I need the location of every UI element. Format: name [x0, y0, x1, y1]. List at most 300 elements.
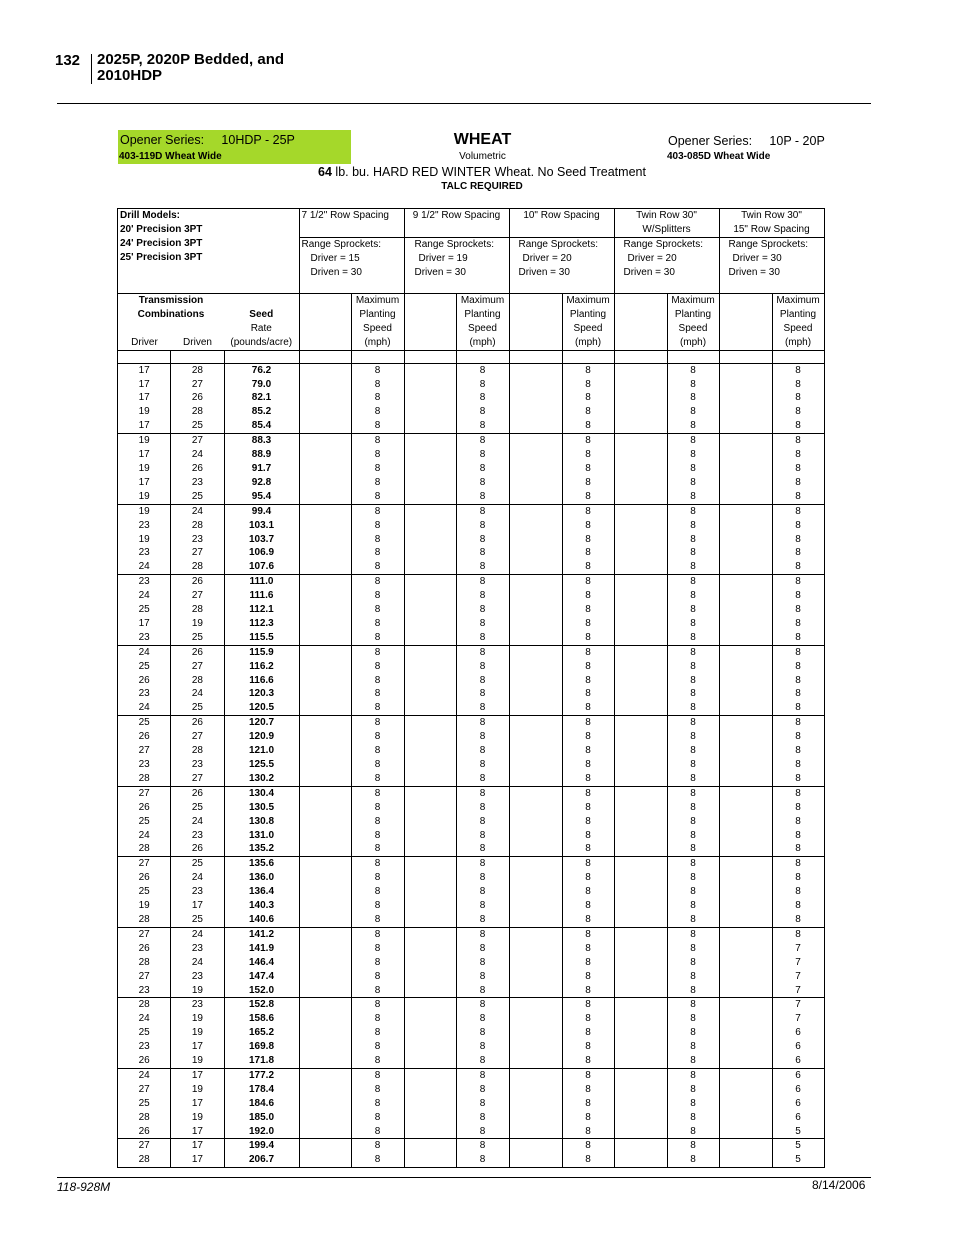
seed-rate-cell: 130.4 — [224, 786, 299, 800]
blank-cell — [509, 801, 562, 815]
blank-cell — [509, 1097, 562, 1111]
blank-cell — [404, 645, 456, 659]
speed-cell: 8 — [351, 1111, 404, 1125]
blank-cell — [404, 1153, 456, 1167]
speed-cell: 8 — [562, 1153, 614, 1167]
seed-description-text: lb. bu. HARD RED WINTER Wheat. No Seed Treatment — [331, 165, 646, 179]
driven-cell: 26 — [171, 462, 224, 476]
speed-cell: 8 — [351, 519, 404, 533]
speed-cell: 8 — [772, 462, 824, 476]
speed-cell: 8 — [562, 378, 614, 392]
blank-cell — [299, 645, 351, 659]
seed-rate-cell: 103.1 — [224, 519, 299, 533]
seed-rate-cell: 107.6 — [224, 560, 299, 574]
blank-cell — [509, 674, 562, 688]
speed-cell: 8 — [562, 970, 614, 984]
driver-cell: 26 — [118, 942, 171, 956]
speed-cell: 8 — [667, 589, 719, 603]
speed-cell: 8 — [562, 560, 614, 574]
table-row — [118, 1012, 825, 1026]
table-row — [118, 1139, 825, 1153]
blank-cell — [299, 448, 351, 462]
speed-cell: 7 — [772, 942, 824, 956]
driver-cell: 23 — [118, 1040, 171, 1054]
driver-cell: 17 — [118, 391, 171, 405]
blank-cell — [299, 533, 351, 547]
speed-cell: 8 — [456, 942, 509, 956]
speed-cell: 8 — [667, 801, 719, 815]
speed-cell: 8 — [667, 378, 719, 392]
speed-cell: 8 — [562, 984, 614, 998]
blank-cell — [299, 899, 351, 913]
table-row — [118, 1111, 825, 1125]
driver-cell: 19 — [118, 490, 171, 504]
speed-cell: 8 — [667, 575, 719, 589]
spacer-cell — [171, 350, 224, 363]
seed-rate-cell: 152.8 — [224, 998, 299, 1012]
blank-cell — [404, 772, 456, 786]
speed-cell: 6 — [772, 1068, 824, 1082]
blank-cell — [404, 1083, 456, 1097]
driver-cell: 27 — [118, 786, 171, 800]
drill-model-item: 25' Precision 3PT — [120, 251, 203, 263]
spacing-label: Twin Row 30" — [636, 210, 697, 221]
seed-rate-cell: 116.6 — [224, 674, 299, 688]
blank-cell — [719, 631, 772, 645]
speed-cell: 8 — [772, 419, 824, 433]
blank-cell — [509, 1139, 562, 1153]
document-date: 8/14/2006 — [812, 1178, 866, 1192]
blank-cell — [404, 970, 456, 984]
blank-cell — [509, 687, 562, 701]
blank-cell — [509, 617, 562, 631]
speed-cell: 7 — [772, 998, 824, 1012]
driver-cell: 25 — [118, 815, 171, 829]
speed-header — [667, 294, 719, 351]
blank-cell — [614, 942, 667, 956]
spacing-header-0 — [299, 209, 404, 294]
blank-cell — [509, 434, 562, 448]
seed-rate-cell: 185.0 — [224, 1111, 299, 1125]
blank-cell — [614, 885, 667, 899]
driven-cell: 26 — [171, 786, 224, 800]
seed-rate-cell: 130.2 — [224, 772, 299, 786]
blank-cell — [614, 899, 667, 913]
speed-cell: 8 — [562, 617, 614, 631]
driver-cell: 25 — [118, 660, 171, 674]
blank-cell — [614, 1040, 667, 1054]
blank-cell — [614, 815, 667, 829]
speed-cell: 8 — [351, 1139, 404, 1153]
blank-cell — [404, 1111, 456, 1125]
spacing-header-1 — [404, 209, 509, 294]
spacing-label-2 — [405, 223, 509, 238]
blank-cell — [404, 448, 456, 462]
driven-cell: 28 — [171, 603, 224, 617]
blank-cell — [719, 660, 772, 674]
speed-cell: 8 — [667, 871, 719, 885]
seed-rate-cell: 120.5 — [224, 701, 299, 715]
driver-cell: 19 — [118, 434, 171, 448]
speed-cell: 8 — [351, 998, 404, 1012]
table-row — [118, 998, 825, 1012]
spacer-cell — [299, 350, 351, 363]
speed-cell: 8 — [456, 801, 509, 815]
blank-cell — [614, 419, 667, 433]
speed-cell: 8 — [667, 363, 719, 377]
spacing-label: Twin Row 30" — [741, 210, 802, 221]
driven-cell: 28 — [171, 363, 224, 377]
blank-cell — [614, 786, 667, 800]
table-row — [118, 758, 825, 772]
driver-cell: 17 — [118, 448, 171, 462]
speed-cell: 8 — [456, 815, 509, 829]
spacer-cell — [404, 350, 456, 363]
spacer-cell — [118, 350, 171, 363]
seed-weight: 64 — [318, 165, 332, 179]
speed-label-2: Planting — [569, 308, 607, 320]
blank-cell — [614, 998, 667, 1012]
blank-cell — [299, 490, 351, 504]
speed-cell: 8 — [351, 560, 404, 574]
speed-cell: 8 — [772, 716, 824, 730]
blank-cell — [719, 546, 772, 560]
driver-cell: 24 — [118, 560, 171, 574]
blank-cell — [404, 1125, 456, 1139]
blank-cell — [509, 730, 562, 744]
blank-cell — [299, 603, 351, 617]
speed-cell: 8 — [562, 603, 614, 617]
spacing-label-2: 15" Row Spacing — [720, 223, 824, 238]
speed-cell: 8 — [456, 1040, 509, 1054]
speed-cell: 8 — [456, 660, 509, 674]
blank-cell — [509, 956, 562, 970]
speed-label-4: (mph) — [469, 336, 496, 348]
seed-rate-cell: 79.0 — [224, 378, 299, 392]
seed-rate-cell: 141.9 — [224, 942, 299, 956]
seed-rate-cell: 76.2 — [224, 363, 299, 377]
blank-cell — [509, 1026, 562, 1040]
blank-cell — [614, 631, 667, 645]
speed-cell: 6 — [772, 1097, 824, 1111]
blank-cell — [404, 391, 456, 405]
blank-cell — [404, 560, 456, 574]
blank-cell — [719, 815, 772, 829]
table-row — [118, 842, 825, 856]
driven-cell: 17 — [171, 1068, 224, 1082]
blank-cell — [614, 448, 667, 462]
blank-cell — [299, 660, 351, 674]
speed-cell: 8 — [456, 434, 509, 448]
speed-cell: 8 — [667, 1153, 719, 1167]
blank-cell — [404, 546, 456, 560]
blank-cell — [509, 589, 562, 603]
speed-label-1: Maximum — [566, 295, 610, 306]
speed-cell: 8 — [456, 363, 509, 377]
blank-cell — [509, 1068, 562, 1082]
speed-cell: 8 — [562, 1026, 614, 1040]
blank-cell — [509, 716, 562, 730]
blank-cell — [719, 1054, 772, 1068]
driver-cell: 23 — [118, 519, 171, 533]
speed-cell: 8 — [562, 758, 614, 772]
blank-cell — [299, 391, 351, 405]
blank-cell — [719, 476, 772, 490]
speed-cell: 8 — [667, 462, 719, 476]
speed-cell: 8 — [562, 1054, 614, 1068]
speed-cell: 8 — [351, 405, 404, 419]
blank-cell — [719, 885, 772, 899]
range-driver: Driver = 20 — [522, 252, 572, 264]
speed-cell: 8 — [351, 631, 404, 645]
driven-cell: 28 — [171, 744, 224, 758]
range-sprockets-label: Range Sprockets: — [301, 238, 381, 250]
units-label: (pounds/acre) — [230, 336, 293, 348]
speed-cell: 8 — [562, 519, 614, 533]
speed-label-2: Planting — [359, 308, 396, 320]
seed-rate-cell: 130.8 — [224, 815, 299, 829]
blank-cell — [299, 363, 351, 377]
driven-cell: 25 — [171, 857, 224, 871]
blank-cell — [404, 1068, 456, 1082]
speed-cell: 8 — [667, 603, 719, 617]
speed-cell: 8 — [562, 885, 614, 899]
driven-cell: 24 — [171, 927, 224, 941]
driven-cell: 27 — [171, 660, 224, 674]
table-row — [118, 490, 825, 504]
blank-header — [299, 294, 351, 351]
blank-cell — [719, 842, 772, 856]
driven-cell: 24 — [171, 687, 224, 701]
speed-cell: 8 — [351, 744, 404, 758]
blank-cell — [509, 378, 562, 392]
blank-cell — [719, 956, 772, 970]
seed-rate-cell: 82.1 — [224, 391, 299, 405]
speed-cell: 8 — [351, 448, 404, 462]
speed-cell: 8 — [667, 1139, 719, 1153]
driver-cell: 17 — [118, 617, 171, 631]
speed-cell: 8 — [456, 857, 509, 871]
table-row — [118, 560, 825, 574]
speed-cell: 8 — [772, 617, 824, 631]
speed-cell: 8 — [351, 716, 404, 730]
table-row — [118, 1054, 825, 1068]
blank-cell — [719, 913, 772, 927]
blank-cell — [719, 617, 772, 631]
speed-cell: 8 — [456, 674, 509, 688]
blank-cell — [614, 490, 667, 504]
blank-cell — [614, 1097, 667, 1111]
seed-rate-cell: 184.6 — [224, 1097, 299, 1111]
crop-title: WHEAT — [453, 131, 512, 148]
speed-cell: 8 — [562, 363, 614, 377]
driven-cell: 23 — [171, 758, 224, 772]
speed-cell: 8 — [456, 730, 509, 744]
blank-cell — [719, 504, 772, 518]
speed-cell: 8 — [456, 575, 509, 589]
speed-cell: 8 — [456, 546, 509, 560]
blank-cell — [299, 984, 351, 998]
speed-cell: 8 — [351, 758, 404, 772]
speed-cell: 8 — [562, 434, 614, 448]
speed-cell: 8 — [562, 744, 614, 758]
blank-cell — [299, 956, 351, 970]
driver-cell: 25 — [118, 1097, 171, 1111]
speed-cell: 8 — [772, 687, 824, 701]
blank-cell — [509, 927, 562, 941]
driver-cell: 19 — [118, 533, 171, 547]
speed-cell: 8 — [667, 885, 719, 899]
speed-label-4: (mph) — [679, 336, 707, 348]
blank-cell — [509, 660, 562, 674]
speed-cell: 8 — [667, 984, 719, 998]
speed-cell: 8 — [456, 1012, 509, 1026]
speed-cell: 8 — [351, 462, 404, 476]
driven-cell: 24 — [171, 815, 224, 829]
speed-cell: 8 — [667, 476, 719, 490]
blank-cell — [509, 829, 562, 843]
blank-header — [404, 294, 456, 351]
speed-cell: 8 — [772, 560, 824, 574]
blank-cell — [404, 701, 456, 715]
blank-cell — [404, 786, 456, 800]
speed-cell: 8 — [351, 984, 404, 998]
blank-cell — [719, 1040, 772, 1054]
blank-cell — [719, 1026, 772, 1040]
speed-cell: 8 — [351, 871, 404, 885]
speed-cell: 8 — [667, 546, 719, 560]
speed-cell: 8 — [456, 1097, 509, 1111]
table-row — [118, 942, 825, 956]
speed-cell: 8 — [562, 490, 614, 504]
speed-cell: 8 — [667, 1012, 719, 1026]
blank-cell — [509, 631, 562, 645]
speed-cell: 8 — [772, 786, 824, 800]
speed-cell: 8 — [562, 504, 614, 518]
driver-cell: 27 — [118, 857, 171, 871]
speed-cell: 8 — [562, 533, 614, 547]
speed-cell: 8 — [667, 1083, 719, 1097]
driven-cell: 19 — [171, 1026, 224, 1040]
table-row — [118, 984, 825, 998]
driver-cell: 23 — [118, 546, 171, 560]
driver-cell: 26 — [118, 674, 171, 688]
driven-cell: 25 — [171, 701, 224, 715]
blank-cell — [404, 1054, 456, 1068]
speed-cell: 8 — [772, 772, 824, 786]
opener-left-part: 403-119D Wheat Wide — [119, 151, 222, 162]
table-row — [118, 575, 825, 589]
blank-cell — [614, 660, 667, 674]
seed-rate-cell: 103.7 — [224, 533, 299, 547]
driven-cell: 19 — [171, 1111, 224, 1125]
blank-cell — [719, 1111, 772, 1125]
speed-cell: 8 — [772, 363, 824, 377]
speed-cell: 8 — [772, 589, 824, 603]
blank-cell — [299, 1054, 351, 1068]
table-row — [118, 687, 825, 701]
blank-cell — [614, 476, 667, 490]
range-driven: Driven = 30 — [623, 266, 675, 278]
speed-cell: 8 — [351, 1097, 404, 1111]
speed-label-2: Planting — [674, 308, 712, 320]
blank-cell — [719, 1153, 772, 1167]
speed-cell: 8 — [667, 504, 719, 518]
speed-cell: 8 — [772, 405, 824, 419]
blank-cell — [509, 857, 562, 871]
speed-cell: 8 — [351, 645, 404, 659]
blank-cell — [404, 744, 456, 758]
driver-cell: 25 — [118, 885, 171, 899]
speed-cell: 8 — [667, 1026, 719, 1040]
speed-cell: 8 — [562, 391, 614, 405]
blank-cell — [299, 504, 351, 518]
table-row — [118, 871, 825, 885]
seed-rate-cell: 130.5 — [224, 801, 299, 815]
seed-rate-cell: 92.8 — [224, 476, 299, 490]
blank-cell — [509, 786, 562, 800]
driven-cell: 19 — [171, 1083, 224, 1097]
speed-cell: 7 — [772, 970, 824, 984]
speed-cell: 8 — [562, 476, 614, 490]
blank-cell — [509, 1153, 562, 1167]
range-driven: Driven = 30 — [414, 266, 466, 278]
rate-label: Rate — [250, 322, 272, 334]
speed-cell: 8 — [562, 701, 614, 715]
blank-cell — [404, 603, 456, 617]
table-row — [118, 857, 825, 871]
speed-label-3: Speed — [783, 322, 813, 334]
driven-cell: 28 — [171, 519, 224, 533]
speed-cell: 8 — [456, 927, 509, 941]
speed-cell: 8 — [772, 603, 824, 617]
speed-cell: 8 — [772, 871, 824, 885]
blank-cell — [719, 786, 772, 800]
speed-cell: 8 — [772, 913, 824, 927]
blank-cell — [614, 391, 667, 405]
table-row — [118, 631, 825, 645]
blank-cell — [299, 942, 351, 956]
transmission-label: Transmission — [138, 295, 204, 306]
blank-cell — [614, 829, 667, 843]
spacer-cell — [509, 350, 562, 363]
speed-cell: 8 — [667, 899, 719, 913]
speed-cell: 8 — [351, 885, 404, 899]
speed-cell: 8 — [667, 1097, 719, 1111]
document-number: 118-928M — [57, 1180, 111, 1194]
speed-header — [456, 294, 509, 351]
blank-cell — [404, 660, 456, 674]
table-row — [118, 1097, 825, 1111]
blank-cell — [719, 687, 772, 701]
table-row — [118, 772, 825, 786]
table-row — [118, 674, 825, 688]
seed-rate-cell: 147.4 — [224, 970, 299, 984]
driven-cell: 28 — [171, 560, 224, 574]
speed-cell: 8 — [667, 674, 719, 688]
driven-cell: 24 — [171, 504, 224, 518]
speed-cell: 8 — [667, 772, 719, 786]
table-row — [118, 744, 825, 758]
blank-cell — [299, 434, 351, 448]
driver-cell: 28 — [118, 772, 171, 786]
speed-cell: 8 — [456, 603, 509, 617]
speed-cell: 8 — [562, 913, 614, 927]
blank-cell — [719, 857, 772, 871]
blank-cell — [719, 378, 772, 392]
blank-cell — [404, 462, 456, 476]
seed-rate-cell: 99.4 — [224, 504, 299, 518]
